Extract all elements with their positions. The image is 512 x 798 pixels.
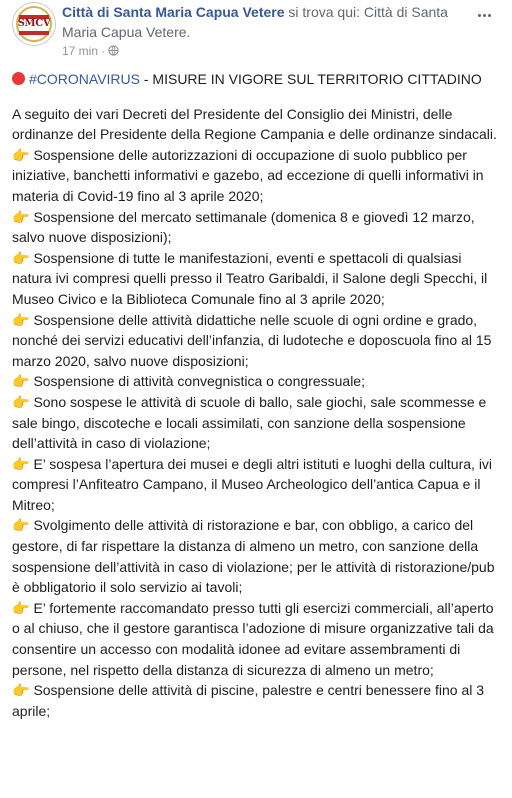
post-timestamp[interactable]: 17 min xyxy=(62,44,99,58)
backhand-index-pointing-right-icon: 👉 xyxy=(12,455,30,472)
page-avatar[interactable] xyxy=(12,2,56,46)
measure-item-text: Svolgimento delle attività di ristorazione e bar, con obbligo, a carico del gestore, di far rispettare la distanza di almeno un metro, con sanzione della sospensione dell’attività in caso di violazione; per le attività di ristorazione/pub è obbligatorio il solo servizio ai tavoli; xyxy=(12,517,495,596)
measure-item xyxy=(12,371,502,392)
measure-item xyxy=(12,680,502,721)
post-header-text xyxy=(62,2,482,42)
page-name-link[interactable]: Città di Santa Maria Capua Vetere xyxy=(62,4,285,20)
measure-item xyxy=(12,454,502,516)
backhand-index-pointing-right-icon: 👉 xyxy=(12,599,30,616)
backhand-index-pointing-right-icon: 👉 xyxy=(12,373,30,390)
avatar-stripe-bottom xyxy=(19,31,49,35)
backhand-index-pointing-right-icon: 👉 xyxy=(12,146,30,163)
measure-item-text: Sospensione del mercato settimanale (domenica 8 e giovedì 12 marzo, salvo nuove disposizioni); xyxy=(12,208,475,246)
avatar-logo-text: SMCV xyxy=(17,18,51,29)
post-meta xyxy=(62,43,119,59)
measure-item xyxy=(12,392,502,454)
backhand-index-pointing-right-icon: 👉 xyxy=(12,249,30,266)
measure-item xyxy=(12,207,502,248)
post-title xyxy=(12,69,502,90)
backhand-index-pointing-right-icon: 👉 xyxy=(12,517,30,534)
meta-separator: · xyxy=(101,44,106,58)
measures-list xyxy=(12,145,502,722)
more-options-icon[interactable] xyxy=(478,4,498,18)
measure-item-text: E’ fortemente raccomandato presso tutti gli esercizi commerciali, all’aperto o al chiuso, che il gestore garantisca l’adozione di misure organizzative tali da consentire un accesso con modalità idonee ad evitare assembramenti di persone, nel rispetto della distanza di sicurezza di almeno un metro; xyxy=(12,599,494,678)
post-intro: A seguito dei vari Decreti del Presidente del Consiglio dei Ministri, delle ordinanze del Presidente della Regione Campania e delle ordinanze sindacali. xyxy=(12,105,497,143)
backhand-index-pointing-right-icon: 👉 xyxy=(12,311,30,328)
globe-icon[interactable] xyxy=(108,45,119,56)
measure-item-text: Sospensione delle attività di piscine, palestre e centri benessere fino al 3 aprile; xyxy=(12,682,485,719)
measure-item xyxy=(12,145,502,207)
red-circle-icon xyxy=(12,72,25,85)
measure-item-text: E’ sospesa l’apertura dei musei e degli altri istituti e luoghi della cultura, ivi compresi l’Anfiteatro Campano, il Museo Archeologico dell’antica Capua e il Mitreo; xyxy=(12,455,493,513)
location-text: si trova qui: Città di Santa Maria Capua Vetere. xyxy=(62,4,448,40)
post-header xyxy=(12,2,500,60)
measure-item-text: Sospensione di attività convegnistica o congressuale; xyxy=(33,373,365,390)
measure-item xyxy=(12,248,502,310)
measure-item xyxy=(12,515,502,597)
backhand-index-pointing-right-icon: 👉 xyxy=(12,208,30,225)
post-body xyxy=(12,69,502,721)
backhand-index-pointing-right-icon: 👉 xyxy=(12,393,30,410)
measure-item xyxy=(12,310,502,372)
measure-item-text: Sospensione delle autorizzazioni di occupazione di suolo pubblico per iniziative, banchetti informativi e gazebo, ad eccezione di quelli informativi in materia di Covid-19 fino al 3 aprile 2020; xyxy=(12,146,484,204)
measure-item-text: Sono sospese le attività di scuole di ballo, sale giochi, sale scommesse e sale bingo, discoteche e locali assimilati, con sanzione della sospensione dell’attività in caso di violazione; xyxy=(12,393,487,452)
post-title-text: - MISURE IN VIGORE SUL TERRITORIO CITTADINO xyxy=(139,71,482,87)
measure-item-text: Sospensione di tutte le manifestazioni, eventi e spettacoli di qualsiasi natura ivi compresi quelli presso il Teatro Garibaldi, il Salone degli Specchi, il Museo Civico e la Biblioteca Comunale fino al 3 aprile 2020; xyxy=(12,249,488,307)
measure-item xyxy=(12,598,502,680)
backhand-index-pointing-right-icon: 👉 xyxy=(12,682,30,699)
measure-item-text: Sospensione delle attività didattiche nelle scuole di ogni ordine e grado, nonché dei servizi educativi dell’infanzia, di ludoteche e doposcuola fino al 15 marzo 2020, salvo nuove disposizioni; xyxy=(12,311,492,369)
hashtag-link[interactable]: #CORONAVIRUS xyxy=(29,71,140,87)
